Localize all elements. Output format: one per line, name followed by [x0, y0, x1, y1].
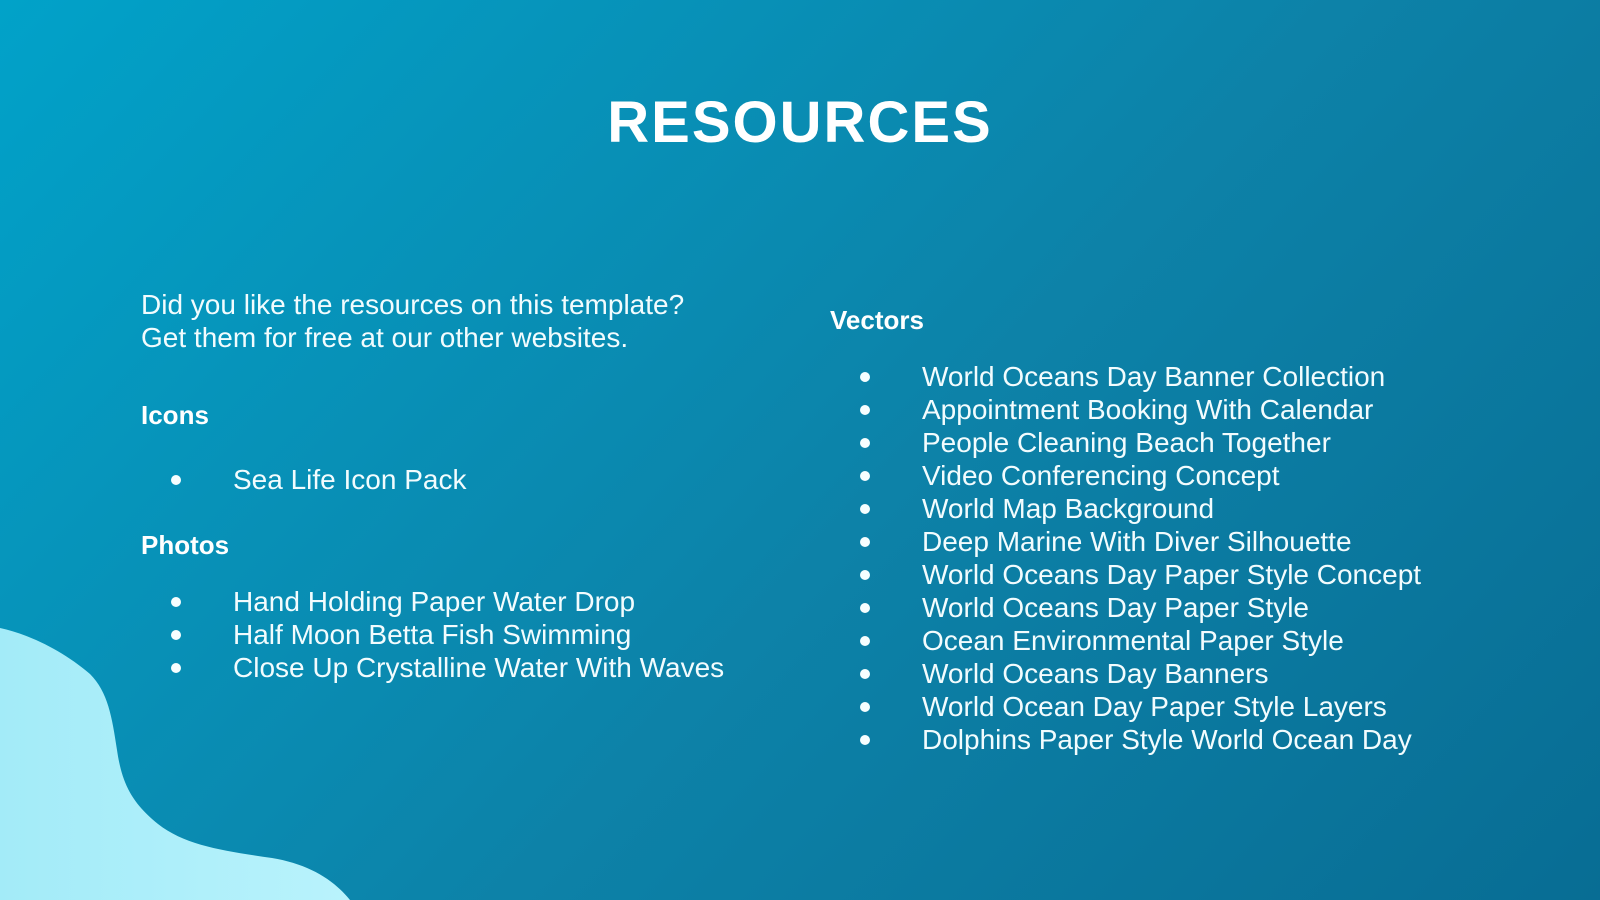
list-item: Hand Holding Paper Water Drop	[141, 585, 801, 618]
vectors-heading: Vectors	[830, 305, 924, 335]
list-item: Close Up Crystalline Water With Waves	[141, 651, 801, 684]
intro-line-2: Get them for free at our other websites.	[141, 322, 629, 353]
list-item: Video Conferencing Concept	[830, 459, 1530, 492]
photos-heading: Photos	[141, 530, 230, 560]
list-item: World Oceans Day Banner Collection	[830, 360, 1530, 393]
list-item: Ocean Environmental Paper Style	[830, 624, 1530, 657]
list-item: World Ocean Day Paper Style Layers	[830, 690, 1530, 723]
list-item: People Cleaning Beach Together	[830, 426, 1530, 459]
list-item: World Map Background	[830, 492, 1530, 525]
page-title: RESOURCES	[607, 90, 993, 155]
intro-line-1: Did you like the resources on this template?	[141, 289, 685, 320]
photos-list	[141, 585, 801, 684]
list-item: World Oceans Day Banners	[830, 657, 1530, 690]
vectors-list	[830, 360, 1530, 756]
list-item: World Oceans Day Paper Style Concept	[830, 558, 1530, 591]
list-item: Sea Life Icon Pack	[141, 463, 781, 496]
list-item: Dolphins Paper Style World Ocean Day	[830, 723, 1530, 756]
list-item: Appointment Booking With Calendar	[830, 393, 1530, 426]
list-item: Half Moon Betta Fish Swimming	[141, 618, 801, 651]
list-item: Deep Marine With Diver Silhouette	[830, 525, 1530, 558]
icons-heading: Icons	[141, 400, 209, 430]
intro-text	[141, 288, 781, 354]
list-item: World Oceans Day Paper Style	[830, 591, 1530, 624]
icons-list	[141, 463, 781, 496]
